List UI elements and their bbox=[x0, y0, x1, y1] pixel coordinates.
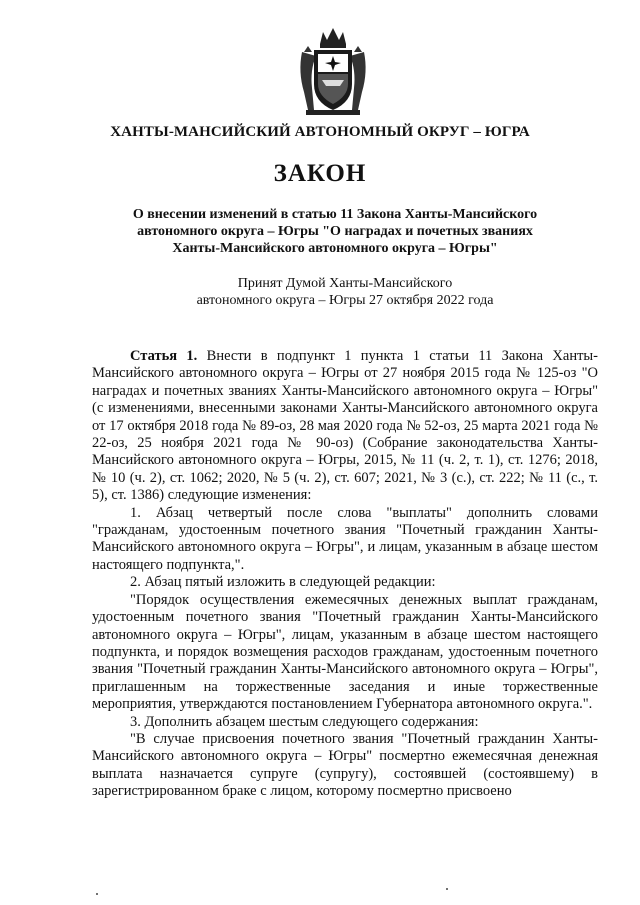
coat-of-arms-icon bbox=[296, 22, 370, 122]
adoption-line: автономного округа – Югры 27 октября 2022 года bbox=[196, 293, 494, 308]
amendment-item: 3. Дополнить абзацем шестым следующего содержания: bbox=[130, 713, 479, 730]
article-body bbox=[92, 348, 598, 801]
article-label: Статья 1. bbox=[130, 348, 198, 364]
amendment-item: 1. Абзац четвертый после слова "выплаты" дополнить словами "гражданам, удостоенным почетного звания "Почетный гражданин Ханты-Мансийского автономного округа – Югры", и лицам, указанным в абзаце шестом настоящего подпункта,". bbox=[92, 504, 598, 573]
article-intro-text: Внести в подпункт 1 пункта 1 статьи 11 Закона Ханты-Мансийского автономного округа – Югры от 27 ноября 2015 года № 125-оз "О наградах и почетных званиях Ханты-Мансийского автономного округа – Югры" (с изменениями, внесенными законами Ханты-Мансийского автономного округа от 17 октября 2018 года № 89-оз, 28 мая 2020 года № 52-оз, 25 марта 2021 года № 22-оз, 25 ноября 2021 года № 90-оз) (Собрание законодательства Ханты-Мансийского автономного округа – Югры, 2015, № 11 (ч. 2, т. 1), ст. 1276; 2018, № 10 (ч. 2), ст. 1062; 2020, № 5 (ч. 2), ст. 607; 2021, № 3 (с.), ст. 222; № 11 (с., т. 5), ст. 1386) следующие изменения: bbox=[92, 348, 599, 504]
scan-speck bbox=[96, 893, 98, 895]
amendment-item: 2. Абзац пятый изложить в следующей редакции: bbox=[130, 574, 436, 591]
scan-speck bbox=[446, 888, 448, 890]
subject-line: Ханты-Мансийского автономного округа – Югры" bbox=[172, 241, 498, 256]
amendment-item: "В случае присвоения почетного звания "Почетный гражданин Ханты-Мансийского автономного округа – Югры" посмертно ежемесячная денежная выплата назначается супруге (супругу), состоявшей (состоявшему) в зарегистрированном браке с лицом, которому посмертно присвоено bbox=[92, 730, 598, 800]
subject-line: автономного округа – Югры "О наградах и почетных званиях bbox=[137, 224, 533, 239]
law-subject bbox=[90, 206, 580, 257]
article-intro bbox=[92, 348, 598, 505]
subject-line: О внесении изменений в статью 11 Закона Ханты-Мансийского bbox=[132, 207, 538, 222]
document-type: ЗАКОН bbox=[273, 160, 367, 187]
amendment-item: "Порядок осуществления ежемесячных денежных выплат гражданам, удостоенным почетного звания "Почетный гражданин Ханты-Мансийского автономного округа – Югры", лицам, указанным в абзаце шестом настоящего подпункта, и порядок возмещения расходов гражданам, удостоенным почетного звания "Почетный гражданин Ханты-Мансийского автономного округа – Югры", приглашенным на торжественные заседания и иные торжественные мероприятия, утверждаются постановлением Губернатора автономного округа.". bbox=[92, 591, 598, 713]
adoption-line: Принят Думой Ханты-Мансийского bbox=[237, 276, 453, 291]
region-title: ХАНТЫ-МАНСИЙСКИЙ АВТОНОМНЫЙ ОКРУГ – ЮГРА bbox=[110, 124, 530, 140]
adoption-note bbox=[150, 275, 540, 309]
